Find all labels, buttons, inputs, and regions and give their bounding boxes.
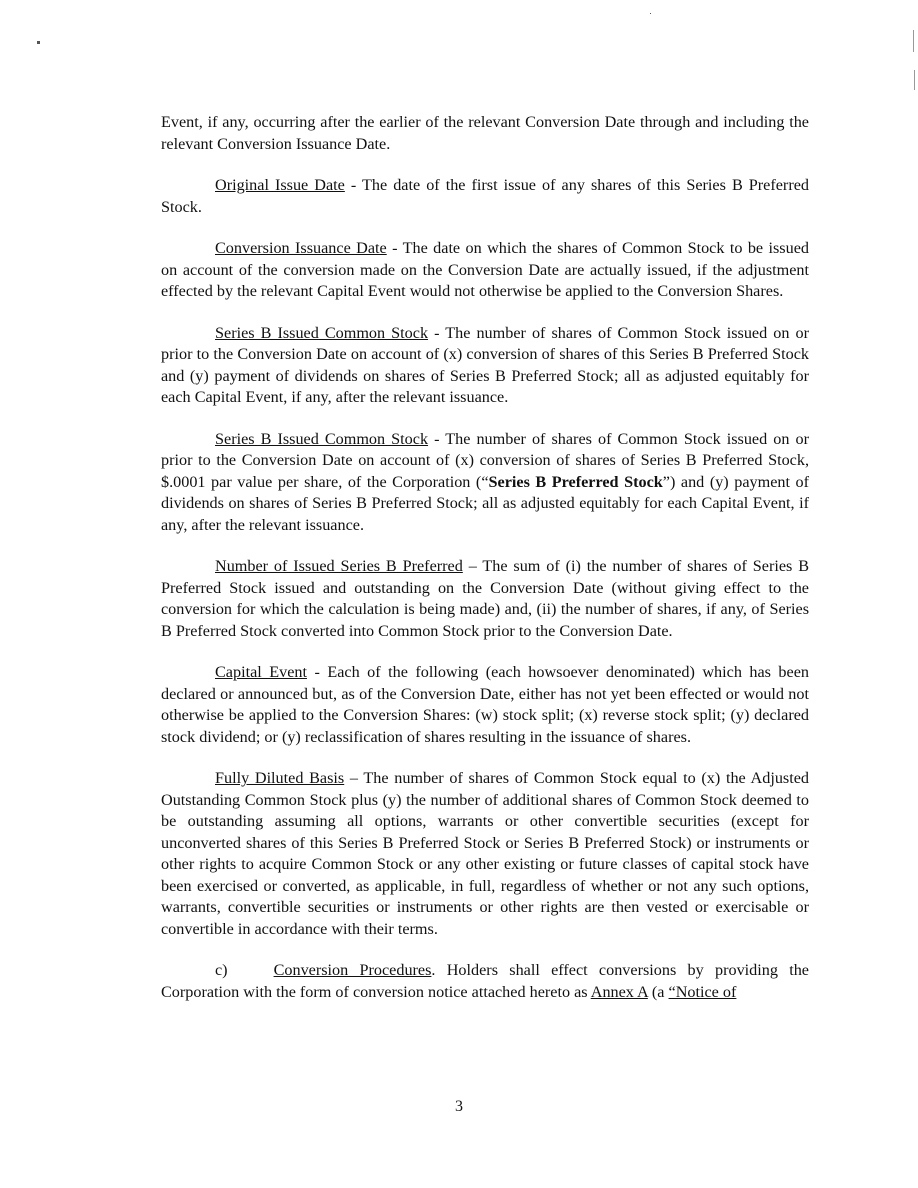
definition-text: – The sum of (i) the number of shares of Series B Preferred Stock issued and outstanding on the Conversion Date (without giving effect to the conversion for which the calculation is being made) and, (ii) the number of shares, if any, of Series B Preferred Stock converted into Common Stock prior to the Conversion Date. xyxy=(161,557,810,640)
definition-fully-diluted-basis xyxy=(161,768,809,940)
definition-original-issue-date xyxy=(161,175,809,218)
definition-conversion-issuance-date xyxy=(161,238,809,303)
section-text: (a xyxy=(647,982,669,1001)
section-label: c) xyxy=(215,961,228,979)
section-text: . Holders shall effect conversions by providing the Corporation with the form of conversion notice attached hereto as xyxy=(161,961,809,1001)
definition-text: - The date on which the shares of Common Stock to be issued on account of the conversion made on the Conversion Date are actually issued, if the adjustment effected by the relevant Capital Event would not otherwise be applied to the Conversion Shares. xyxy=(161,239,809,300)
scan-edge-mark xyxy=(914,70,915,90)
scan-speck xyxy=(37,41,40,44)
document-body xyxy=(161,112,809,1023)
scan-speck xyxy=(650,13,651,14)
defined-term: Original Issue Date xyxy=(215,176,345,194)
definition-series-b-issued-common-stock xyxy=(161,323,809,409)
notice-reference: “Notice of xyxy=(668,982,737,1001)
defined-term: Conversion Issuance Date xyxy=(215,239,387,257)
definition-text: – The number of shares of Common Stock equal to (x) the Adjusted Outstanding Common Stock plus (y) the number of additional shares of Common Stock deemed to be outstanding assuming all options, warrants or other convertible securities (except for unconverted shares of this Series B Preferred Stock or Series B Preferred Stock) or instruments or other rights to acquire Common Stock or any other existing or future classes of capital stock have been exercised or converted, as applicable, in full, regardless of whether or not any such options, warrants, convertible securities or instruments or other rights are then vested or exercisable or convertible in accordance with their terms. xyxy=(161,769,809,938)
definition-series-b-issued-common-stock-alt xyxy=(161,429,809,537)
definition-text: - The number of shares of Common Stock issued on or prior to the Conversion Date on account of (x) conversion of shares of Series B Preferred Stock, $.0001 par value per share, of the Corporation (“ xyxy=(161,429,809,491)
defined-term: Capital Event xyxy=(215,663,307,681)
defined-term: Series B Issued Common Stock xyxy=(215,429,429,448)
defined-term: Number of Issued Series B Preferred xyxy=(215,557,463,575)
defined-term: Series B Issued Common Stock xyxy=(215,323,429,342)
page-number: 3 xyxy=(455,1098,463,1115)
bold-defined-term: Series B Preferred Stock xyxy=(488,472,663,491)
scan-edge-mark xyxy=(913,30,914,52)
definition-capital-event xyxy=(161,662,809,748)
definition-text: - The date of the first issue of any shares of this Series B Preferred Stock. xyxy=(161,176,809,216)
definition-text: - The number of shares of Common Stock issued on or prior to the Conversion Date on account of (x) conversion of shares of this Series B Preferred Stock and (y) payment of dividends on shares of Series B Preferred Stock; all as adjusted equitably for each Capital Event, if any, after the relevant issuance. xyxy=(161,323,809,406)
definition-text: - Each of the following (each howsoever denominated) which has been declared or announced but, as of the Conversion Date, either has not yet been effected or would not otherwise be applied to the Conversion Shares: (w) stock split; (x) reverse stock split; (y) declared stock dividend; or (y) reclassification of shares resulting in the issuance of shares. xyxy=(161,663,809,746)
definition-number-of-issued-series-b-preferred xyxy=(161,556,809,642)
paragraph-text: Event, if any, occurring after the earlier of the relevant Conversion Date through and including the relevant Conversion Issuance Date. xyxy=(161,113,809,153)
definition-text: ”) and (y) payment of dividends on shares of Series B Preferred Stock; all as adjusted equitably for each Capital Event, if any, after the relevant issuance. xyxy=(161,472,809,534)
section-heading: Conversion Procedures xyxy=(273,961,432,979)
defined-term: Fully Diluted Basis xyxy=(215,769,345,787)
annex-reference: Annex A xyxy=(590,982,648,1001)
paragraph-continuation xyxy=(161,112,809,155)
section-conversion-procedures xyxy=(161,960,809,1003)
